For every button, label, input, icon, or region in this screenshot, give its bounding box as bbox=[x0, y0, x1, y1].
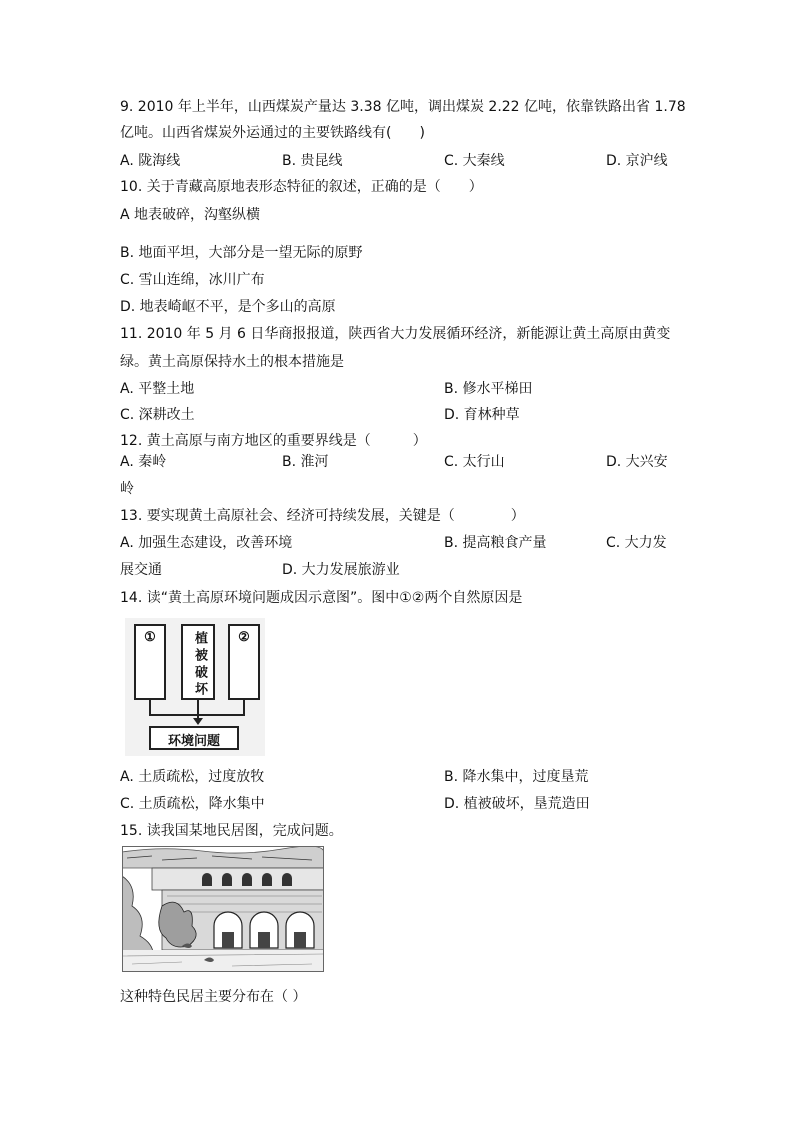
q9-stem-line1: 9. 2010 年上半年，山西煤炭产量达 3.38 亿吨，调出煤炭 2.22 亿吨，依靠铁路出省 1.78 bbox=[120, 99, 686, 115]
q11-option-c[interactable]: C. 深耕改土 bbox=[120, 407, 195, 423]
q14-option-a[interactable]: A. 土质疏松，过度放牧 bbox=[120, 769, 265, 785]
diagram-label-result: 环境问题 bbox=[167, 734, 220, 749]
q9-option-b[interactable]: B. 贵昆线 bbox=[282, 153, 343, 169]
cause-diagram bbox=[125, 618, 265, 756]
q14-stem: 14. 读“黄土高原环境问题成因示意图”。图中①②两个自然原因是 bbox=[120, 590, 523, 606]
q13-option-c[interactable]: C. 大力发 bbox=[606, 535, 667, 551]
q10-option-d[interactable]: D. 地表崎岖不平，是个多山的高原 bbox=[120, 299, 336, 315]
q10-option-a[interactable]: A 地表破碎，沟壑纵横 bbox=[120, 207, 261, 223]
diagram-label-mid: 植被破坏 bbox=[192, 631, 207, 699]
q11-option-d[interactable]: D. 育林种草 bbox=[444, 407, 520, 423]
connector-middle bbox=[197, 700, 199, 720]
q11-stem-line1: 11. 2010 年 5 月 6 日华商报报道，陕西省大力发展循环经济，新能源让黄土高原由黄变 bbox=[120, 326, 671, 342]
q9-option-c[interactable]: C. 大秦线 bbox=[444, 153, 505, 169]
q10-option-b[interactable]: B. 地面平坦，大部分是一望无际的原野 bbox=[120, 245, 363, 261]
q15-stem: 15. 读我国某地民居图，完成问题。 bbox=[120, 823, 343, 839]
q10-option-c[interactable]: C. 雪山连绵，冰川广布 bbox=[120, 272, 265, 288]
q9-stem-line2: 亿吨。山西省煤炭外运通过的主要铁路线有( ) bbox=[120, 125, 425, 141]
q9-option-d[interactable]: D. 京沪线 bbox=[606, 153, 668, 169]
q13-stem: 13. 要实现黄土高原社会、经济可持续发展，关键是（ ） bbox=[120, 508, 525, 524]
q12-option-d[interactable]: D. 大兴安 bbox=[606, 454, 668, 470]
q12-option-a[interactable]: A. 秦岭 bbox=[120, 454, 167, 470]
diagram-label-1: ① bbox=[144, 630, 156, 645]
q13-option-c-wrap: 展交通 bbox=[120, 562, 162, 578]
q14-option-b[interactable]: B. 降水集中，过度垦荒 bbox=[444, 769, 589, 785]
q15-question: 这种特色民居主要分布在（ ） bbox=[120, 989, 307, 1005]
diagram-label-2: ② bbox=[238, 630, 250, 645]
q13-option-a[interactable]: A. 加强生态建设，改善环境 bbox=[120, 535, 293, 551]
q11-option-a[interactable]: A. 平整土地 bbox=[120, 381, 195, 397]
diagram-box-vegetation bbox=[181, 624, 215, 700]
diagram-box-result bbox=[149, 726, 239, 750]
q14-option-d[interactable]: D. 植被破坏，垦荒造田 bbox=[444, 796, 590, 812]
q10-stem: 10. 关于青藏高原地表形态特征的叙述，正确的是（ ） bbox=[120, 179, 483, 195]
q9-option-a[interactable]: A. 陇海线 bbox=[120, 153, 181, 169]
q12-stem: 12. 黄土高原与南方地区的重要界线是（ ） bbox=[120, 433, 427, 449]
cave-dwelling-image bbox=[122, 846, 324, 972]
q14-option-c[interactable]: C. 土质疏松，降水集中 bbox=[120, 796, 265, 812]
diagram-box-cause-2 bbox=[228, 624, 260, 700]
diagram-box-cause-1 bbox=[134, 624, 166, 700]
q12-option-d-wrap: 岭 bbox=[120, 481, 134, 497]
q12-option-b[interactable]: B. 淮河 bbox=[282, 454, 329, 470]
q13-option-d[interactable]: D. 大力发展旅游业 bbox=[282, 562, 400, 578]
arrow-down-icon bbox=[193, 718, 203, 725]
q12-option-c[interactable]: C. 太行山 bbox=[444, 454, 505, 470]
q13-option-b[interactable]: B. 提高粮食产量 bbox=[444, 535, 547, 551]
q11-option-b[interactable]: B. 修水平梯田 bbox=[444, 381, 533, 397]
q11-stem-line2: 绿。黄土高原保持水土的根本措施是 bbox=[120, 354, 344, 370]
